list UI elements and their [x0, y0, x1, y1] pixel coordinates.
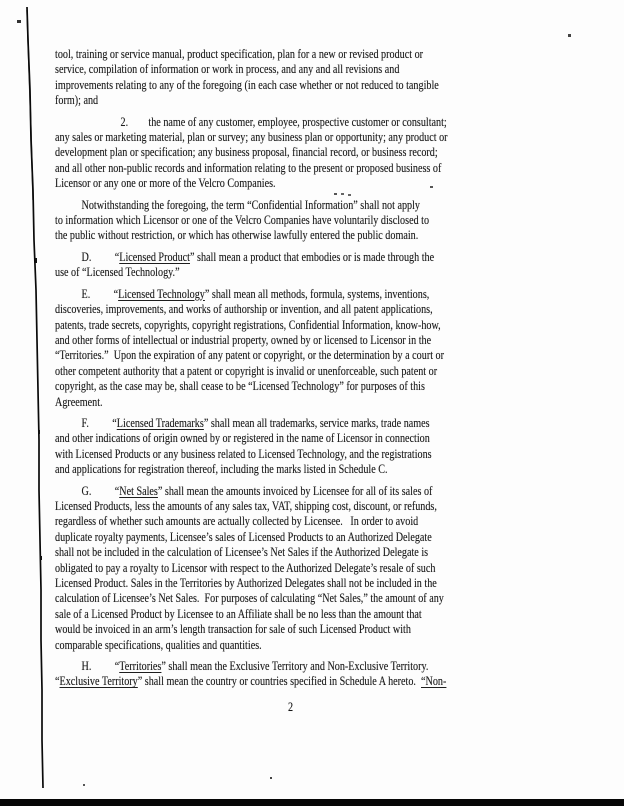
text-line: with Licensed Products or any business related to Licensed Technology, and the registrations	[55, 445, 432, 461]
text-line: and other forms of intellectual or industrial property, owned by or licensed to Licensor in the	[55, 331, 432, 347]
text-line: other competent authority that a patent or copyright is invalid or unenforceable, such patent or	[55, 362, 438, 378]
para-notwithstanding	[55, 197, 526, 243]
text-line: and all other non-public records and information relating to the present or proposed business of	[55, 159, 442, 175]
para-continuation-clause	[55, 46, 526, 108]
text-line: calculation of Licensee’s Net Sales. For purposes of calculating “Net Sales,” the amount of any	[55, 590, 444, 606]
text-line: discoveries, improvements, and works of authorship or invention, and all patent applications,	[55, 301, 433, 317]
text-line: service, compilation of information or work in process, and any and all revisions and	[55, 61, 400, 77]
text-line: Notwithstanding the foregoing, the term “Confidential Information” shall not apply	[81, 196, 421, 212]
text-line: improvements relating to any of the foregoing (in each case whether or not reduced to tangible	[55, 76, 439, 92]
text-line: E. “Licensed Technology” shall mean all methods, formula, systems, inventions,	[81, 285, 430, 301]
text-line: duplicate royalty payments, Licensee’s sales of Licensed Products to an Authorized Delegate	[55, 528, 432, 544]
text-line: 2. the name of any customer, employee, prospective customer or consultant;	[120, 113, 447, 129]
text-line: regardless of whether such amounts are actually collected by Licensee. In order to avoid	[55, 513, 419, 529]
document-text	[55, 46, 526, 714]
text-line: Licensed Product. Sales in the Territories by Authorized Delegates shall not be included in the	[55, 575, 437, 590]
para-def-d-licensed-product	[55, 249, 526, 280]
text-line: and other indications of origin owned by or registered in the name of Licensor in connection	[55, 430, 430, 446]
text-line: and applications for registration thereof, including the marks listed in Schedule C.	[55, 461, 388, 477]
text-line: copyright, as the case may be, shall cease to be “Licensed Technology” for purposes of this	[55, 378, 425, 394]
scan-speck	[83, 784, 85, 786]
text-line: Agreement.	[55, 393, 103, 409]
scan-border-line	[0, 0, 60, 806]
para-def-g-net-sales	[55, 483, 526, 652]
text-line: would be invoiced in an arm’s length transaction for sale of such Licensed Product with	[55, 621, 411, 637]
para-def-h-territories	[55, 658, 526, 689]
scan-bottom-bar	[0, 799, 624, 806]
text-line: tool, training or service manual, product specification, plan for a new or revised product or	[55, 46, 424, 61]
text-line: G. “Net Sales” shall mean the amounts invoiced by Licensee for all of its sales of	[81, 482, 433, 498]
text-line: the public without restriction, or which has otherwise lawfully entered the public domain.	[55, 227, 419, 243]
text-line: shall not be included in the calculation of Licensee’s Net Sales if the Authorized Delegate is	[55, 544, 429, 560]
text-line: H. “Territories” shall mean the Exclusive Territory and Non-Exclusive Territory.	[81, 658, 429, 674]
scan-speck	[568, 34, 571, 37]
para-def-e-licensed-technology	[55, 286, 526, 409]
text-line: use of “Licensed Technology.”	[55, 264, 180, 280]
text-line: obligated to pay a royalty to Licensor with respect to the Authorized Delegate’s resale of such	[55, 559, 436, 575]
para-def-f-licensed-trademarks	[55, 415, 526, 477]
text-line: Licensed Products, less the amounts of any sales tax, VAT, shipping cost, discount, or refunds,	[55, 497, 437, 513]
scan-speck	[270, 777, 272, 779]
text-line: “Territories.” Upon the expiration of any patent or copyright, or the determination by a court or	[55, 347, 445, 363]
scan-speck	[17, 20, 21, 23]
text-line: F. “Licensed Trademarks” shall mean all trademarks, service marks, trade names	[81, 414, 430, 430]
text-line: “Exclusive Territory” shall mean the country or countries specified in Schedule A hereto. “Non-	[55, 673, 447, 689]
text-line: comparable specifications, qualities and quantities.	[55, 636, 262, 652]
text-line: patents, trade secrets, copyrights, copyright registrations, Confidential Information, know-how,	[55, 316, 441, 332]
text-line: development plan or specification; any business proposal, financial record, or business record;	[55, 144, 438, 160]
text-line: sale of a Licensed Product by Licensee to an Affiliate shall be no less than the amount that	[55, 605, 422, 621]
text-line: form); and	[55, 92, 99, 108]
page-number: 2	[288, 698, 294, 714]
text-line: to information which Licensor or one of the Velcro Companies have voluntarily disclosed to	[55, 212, 430, 228]
text-line: D. “Licensed Product” shall mean a product that embodies or is made through the	[81, 248, 435, 264]
para-item-2-confidential-items	[55, 114, 526, 191]
text-line: any sales or marketing material, plan or survey; any business plan or opportunity; any product or	[55, 129, 448, 145]
text-line: Licensor or any one or more of the Velcro Companies.	[55, 175, 276, 191]
